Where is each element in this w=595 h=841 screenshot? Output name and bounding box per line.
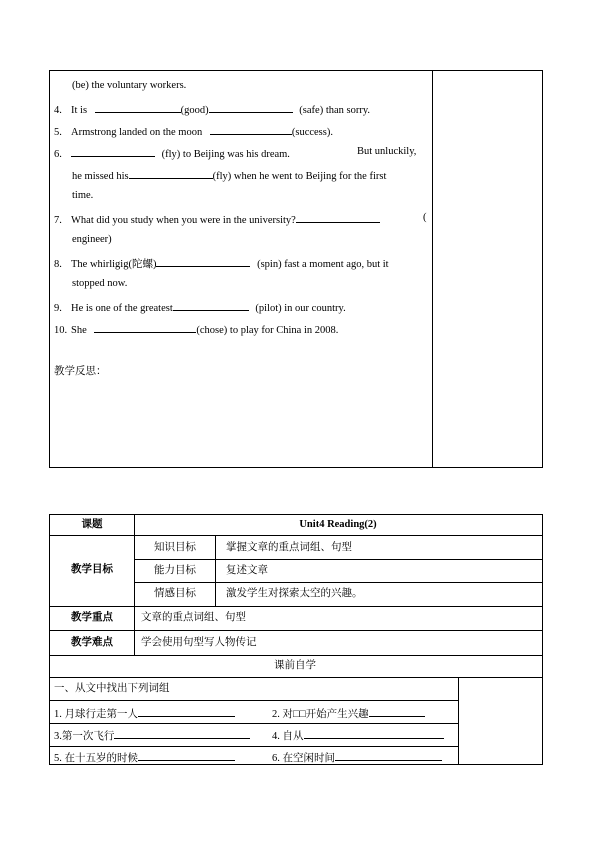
row-line bbox=[49, 606, 543, 607]
topic-value: Unit4 Reading(2) bbox=[299, 519, 377, 530]
exercise-item-8: 8. The whirligig(陀螺) (spin) fast a moment ago, but it bbox=[54, 259, 389, 270]
goal-type-knowledge: 知识目标 bbox=[154, 542, 196, 553]
goals-label: 教学目标 bbox=[71, 564, 113, 575]
difficulty-label: 教学难点 bbox=[71, 637, 113, 648]
row-line bbox=[49, 677, 543, 678]
row-line bbox=[49, 655, 543, 656]
phrase-item-3: 3.第一次飞行 bbox=[54, 729, 250, 743]
answer-blank[interactable] bbox=[94, 323, 196, 333]
answer-blank[interactable] bbox=[369, 707, 425, 717]
table-border-top bbox=[49, 70, 543, 71]
phrase-item-4: 4. 自从 bbox=[272, 729, 444, 743]
key-points-label: 教学重点 bbox=[71, 612, 113, 623]
col-line bbox=[458, 677, 459, 765]
col-line bbox=[215, 535, 216, 606]
preview-title: 课前自学 bbox=[274, 660, 316, 671]
phrase-item-1: 1. 月球行走第一人 bbox=[54, 707, 235, 721]
row-line bbox=[49, 535, 543, 536]
table-border-divider bbox=[432, 70, 433, 468]
difficulty-value: 学会使用句型写人物传记 bbox=[141, 637, 257, 648]
answer-blank[interactable] bbox=[210, 125, 292, 135]
lesson-border-left bbox=[49, 514, 50, 765]
exercise-item-10: 10. She (chose) to play for China in 2008. bbox=[54, 325, 339, 336]
phrase-item-5: 5. 在十五岁的时候 bbox=[54, 751, 235, 765]
exercise-item-5: 5. Armstrong landed on the moon (success). bbox=[54, 127, 333, 138]
exercise-item-4: 4. It is (good) (safe) than sorry. bbox=[54, 105, 371, 116]
col-line bbox=[134, 514, 135, 655]
goal-desc-ability: 复述文章 bbox=[226, 565, 268, 576]
phrase-item-2: 2. 对□□开始产生兴趣 bbox=[272, 707, 425, 721]
row-line bbox=[134, 582, 542, 583]
row-line bbox=[49, 630, 543, 631]
row-line bbox=[49, 514, 543, 515]
phrase-item-6: 6. 在空闲时间 bbox=[272, 751, 442, 765]
answer-blank[interactable] bbox=[138, 751, 235, 761]
reflection-label: 教学反思： bbox=[54, 366, 107, 377]
answer-blank[interactable] bbox=[173, 301, 249, 311]
table-border-right bbox=[542, 70, 543, 468]
answer-blank[interactable] bbox=[209, 103, 293, 113]
answer-blank[interactable] bbox=[304, 729, 444, 739]
answer-blank[interactable] bbox=[335, 751, 442, 761]
exercise-item-8-line2: stopped now. bbox=[72, 278, 128, 289]
topic-label: 课题 bbox=[81, 519, 103, 530]
goal-desc-emotion: 激发学生对探索太空的兴趣。 bbox=[226, 588, 363, 599]
lesson-border-right bbox=[542, 514, 543, 765]
goal-desc-knowledge: 掌握文章的重点词组、句型 bbox=[226, 542, 352, 553]
exercise-item-7: 7. What did you study when you were in the university? bbox=[54, 213, 380, 227]
table-border-bottom bbox=[49, 467, 543, 468]
exercise-item-6: 6. (fly) to Beijing was his dream. bbox=[54, 149, 290, 160]
row-line bbox=[134, 559, 542, 560]
goal-type-emotion: 情感目标 bbox=[154, 588, 196, 599]
exercise-item-6-line2: he missed his (fly) when he went to Beijing for the first bbox=[72, 171, 387, 182]
answer-blank[interactable] bbox=[114, 729, 250, 739]
key-points-value: 文章的重点词组、句型 bbox=[141, 612, 246, 623]
exercise-item-6-cont: But unluckily, bbox=[357, 146, 417, 157]
exercise-item-9: 9. He is one of the greatest (pilot) in our country. bbox=[54, 303, 346, 314]
row-line bbox=[49, 723, 458, 724]
table-border-left bbox=[49, 70, 50, 468]
row-line bbox=[49, 700, 458, 701]
exercise-item-7-line2: engineer) bbox=[72, 234, 112, 245]
answer-blank[interactable] bbox=[129, 169, 213, 179]
answer-blank[interactable] bbox=[296, 213, 380, 223]
answer-blank[interactable] bbox=[71, 147, 155, 157]
exercise-item-6-line3: time. bbox=[72, 190, 94, 201]
row-line bbox=[49, 746, 458, 747]
section-title: 一、从文中找出下列词组 bbox=[54, 683, 170, 694]
goal-type-ability: 能力目标 bbox=[154, 565, 196, 576]
answer-blank[interactable] bbox=[138, 707, 235, 717]
exercise-item-7-paren: ( bbox=[423, 212, 427, 223]
exercise-line: (be) the voluntary workers. bbox=[72, 80, 187, 91]
answer-blank[interactable] bbox=[95, 103, 181, 113]
answer-blank[interactable] bbox=[156, 257, 250, 267]
